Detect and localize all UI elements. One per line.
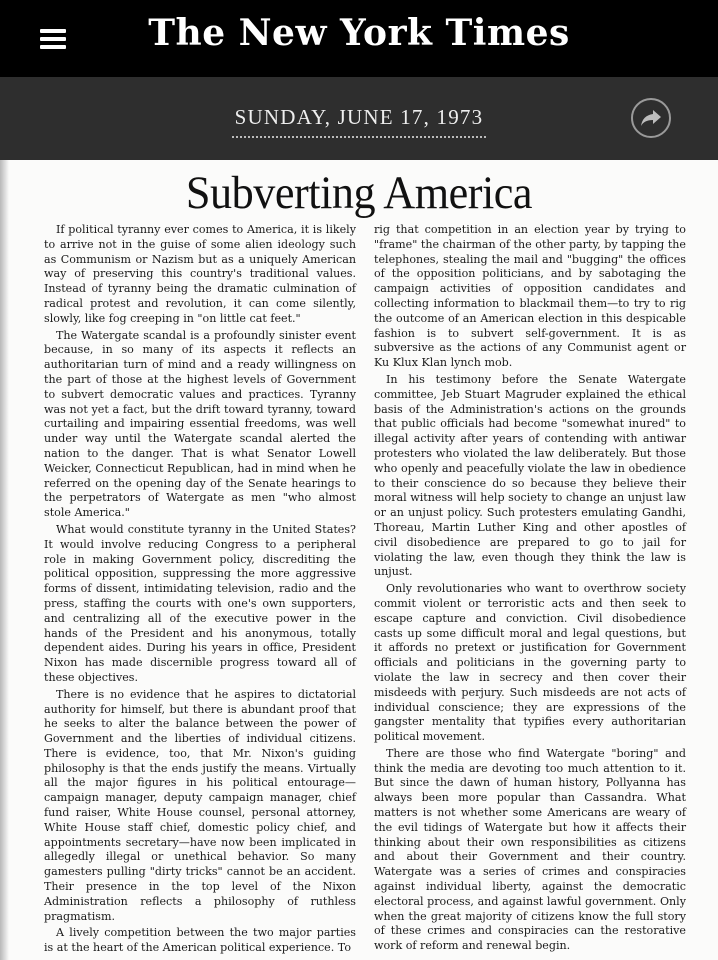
- paragraph: If political tyranny ever comes to America, it is likely to arrive not in the guise of some alien ideology such as Communism or Nazism but as a uniquely American way of preserving this country's traditional values. Instead of tyranny being the dramatic culmination of radical protest and revolution, it can come silently, slowly, like fog creeping in "on little cat feet.": [44, 223, 356, 325]
- nyt-logo[interactable]: The New York Times: [148, 12, 570, 54]
- share-arrow-icon: [640, 109, 662, 127]
- paragraph: There is no evidence that he aspires to dictatorial authority for himself, but there is abundant proof that he seeks to alter the balance between the power of Government and the liberties of individual citizens. There is evidence, too, that Mr. Nixon's guiding philosophy is that the ends justify the means. Virtually all the major figures in his political entourage—campaign manager, deputy campaign manager, chief fund raiser, White House counsel, personal attorney, White House staff chief, domestic policy chief, and appointments secretary—have now been implicated in allegedly illegal or unethical behavior. So many gamesters pulling "dirty tricks" cannot be an accident. Their presence in the top level of the Nixon Administration reflects a philosophy of ruthless pragmatism.: [44, 687, 356, 923]
- right-column: [374, 223, 686, 956]
- paragraph: What would constitute tyranny in the United States? It would involve reducing Congress to a peripheral role in making Government policy, discrediting the political opposition, suppressing the more aggressive forms of dissent, intimidating television, radio and the press, staffing the courts with one's own supporters, and centralizing all of the executive power in the hands of the President and his anonymous, totally dependent aides. During his years in office, President Nixon has made discernible progress toward all of these objectives.: [44, 522, 356, 684]
- date-bar: [0, 77, 718, 160]
- scan-edge-shadow: [0, 160, 9, 960]
- share-button[interactable]: [631, 98, 671, 138]
- paragraph: rig that competition in an election year by trying to "frame" the chairman of the other party, by tapping the telephones, stealing the mail and "bugging" the offices of the opposition politicians, and by sabotaging the campaign activities of opposition candidates and collecting information to blackmail them—to try to rig the outcome of an American election in this despicable fashion is to subvert self-government. It is as subversive as the actions of any Communist agent or Ku Klux Klan lynch mob.: [374, 223, 686, 370]
- left-column: [44, 223, 356, 958]
- top-bar: [0, 0, 718, 77]
- date-underline: [232, 136, 486, 138]
- paragraph: A lively competition between the two major parties is at the heart of the American political experience. To: [44, 926, 356, 955]
- paragraph: Only revolutionaries who want to overthrow society commit violent or terroristic acts and then seek to escape capture and conviction. Civil disobedience casts up some difficult moral and legal questions, but it affords no pretext or justification for Government officials and politicians in the governing party to violate the law in secrecy and then cover their misdeeds with perjury. Such misdeeds are not acts of individual conscience; they are expressions of the gangster mentality that typifies every authoritarian political movement.: [374, 582, 686, 744]
- article-date: SUNDAY, JUNE 17, 1973: [234, 105, 484, 129]
- paragraph: In his testimony before the Senate Watergate committee, Jeb Stuart Magruder explained the ethical basis of the Administration's actions on the grounds that public officials had become "somewhat inured" to illegal activity after years of contending with antiwar protesters who violated the law deliberately. But those who openly and peacefully violate the law in obedience to their conscience do so because they believe their moral witness will help society to change an unjust law or an unjust policy. Such protesters emulating Gandhi, Thoreau, Martin Luther King and other apostles of civil disobedience are prepared to go to jail for violating the law, even though they think the law is unjust.: [374, 372, 686, 579]
- article-scan: [0, 160, 718, 960]
- paragraph: The Watergate scandal is a profoundly sinister event because, in so many of its aspects it reflects an authoritarian turn of mind and a ready willingness on the part of those at the highest levels of Government to subvert democratic values and practices. Tyranny was not yet a fact, but the drift toward tyranny, toward curtailing and impairing essential freedoms, was well under way until the Watergate scandal alerted the nation to the danger. That is what Senator Lowell Weicker, Connecticut Republican, had in mind when he referred on the opening day of the Senate hearings to the perpetrators of Watergate as men "who almost stole America.": [44, 328, 356, 520]
- paragraph: There are those who find Watergate "boring" and think the media are devoting too much attention to it. But since the dawn of human history, Pollyanna has always been more popular than Cassandra. What matters is not whether some Americans are weary of the evil tidings of Watergate but how it affects their thinking about their own responsibilities as citizens and about their Government and their country. Watergate was a series of crimes and conspiracies against individual liberty, against the democratic electoral process, and against lawful government. Only when the great majority of citizens know the full story of these crimes and conspiracies can the restorative work of reform and renewal begin.: [374, 746, 686, 953]
- article-headline: Subverting America: [185, 167, 533, 219]
